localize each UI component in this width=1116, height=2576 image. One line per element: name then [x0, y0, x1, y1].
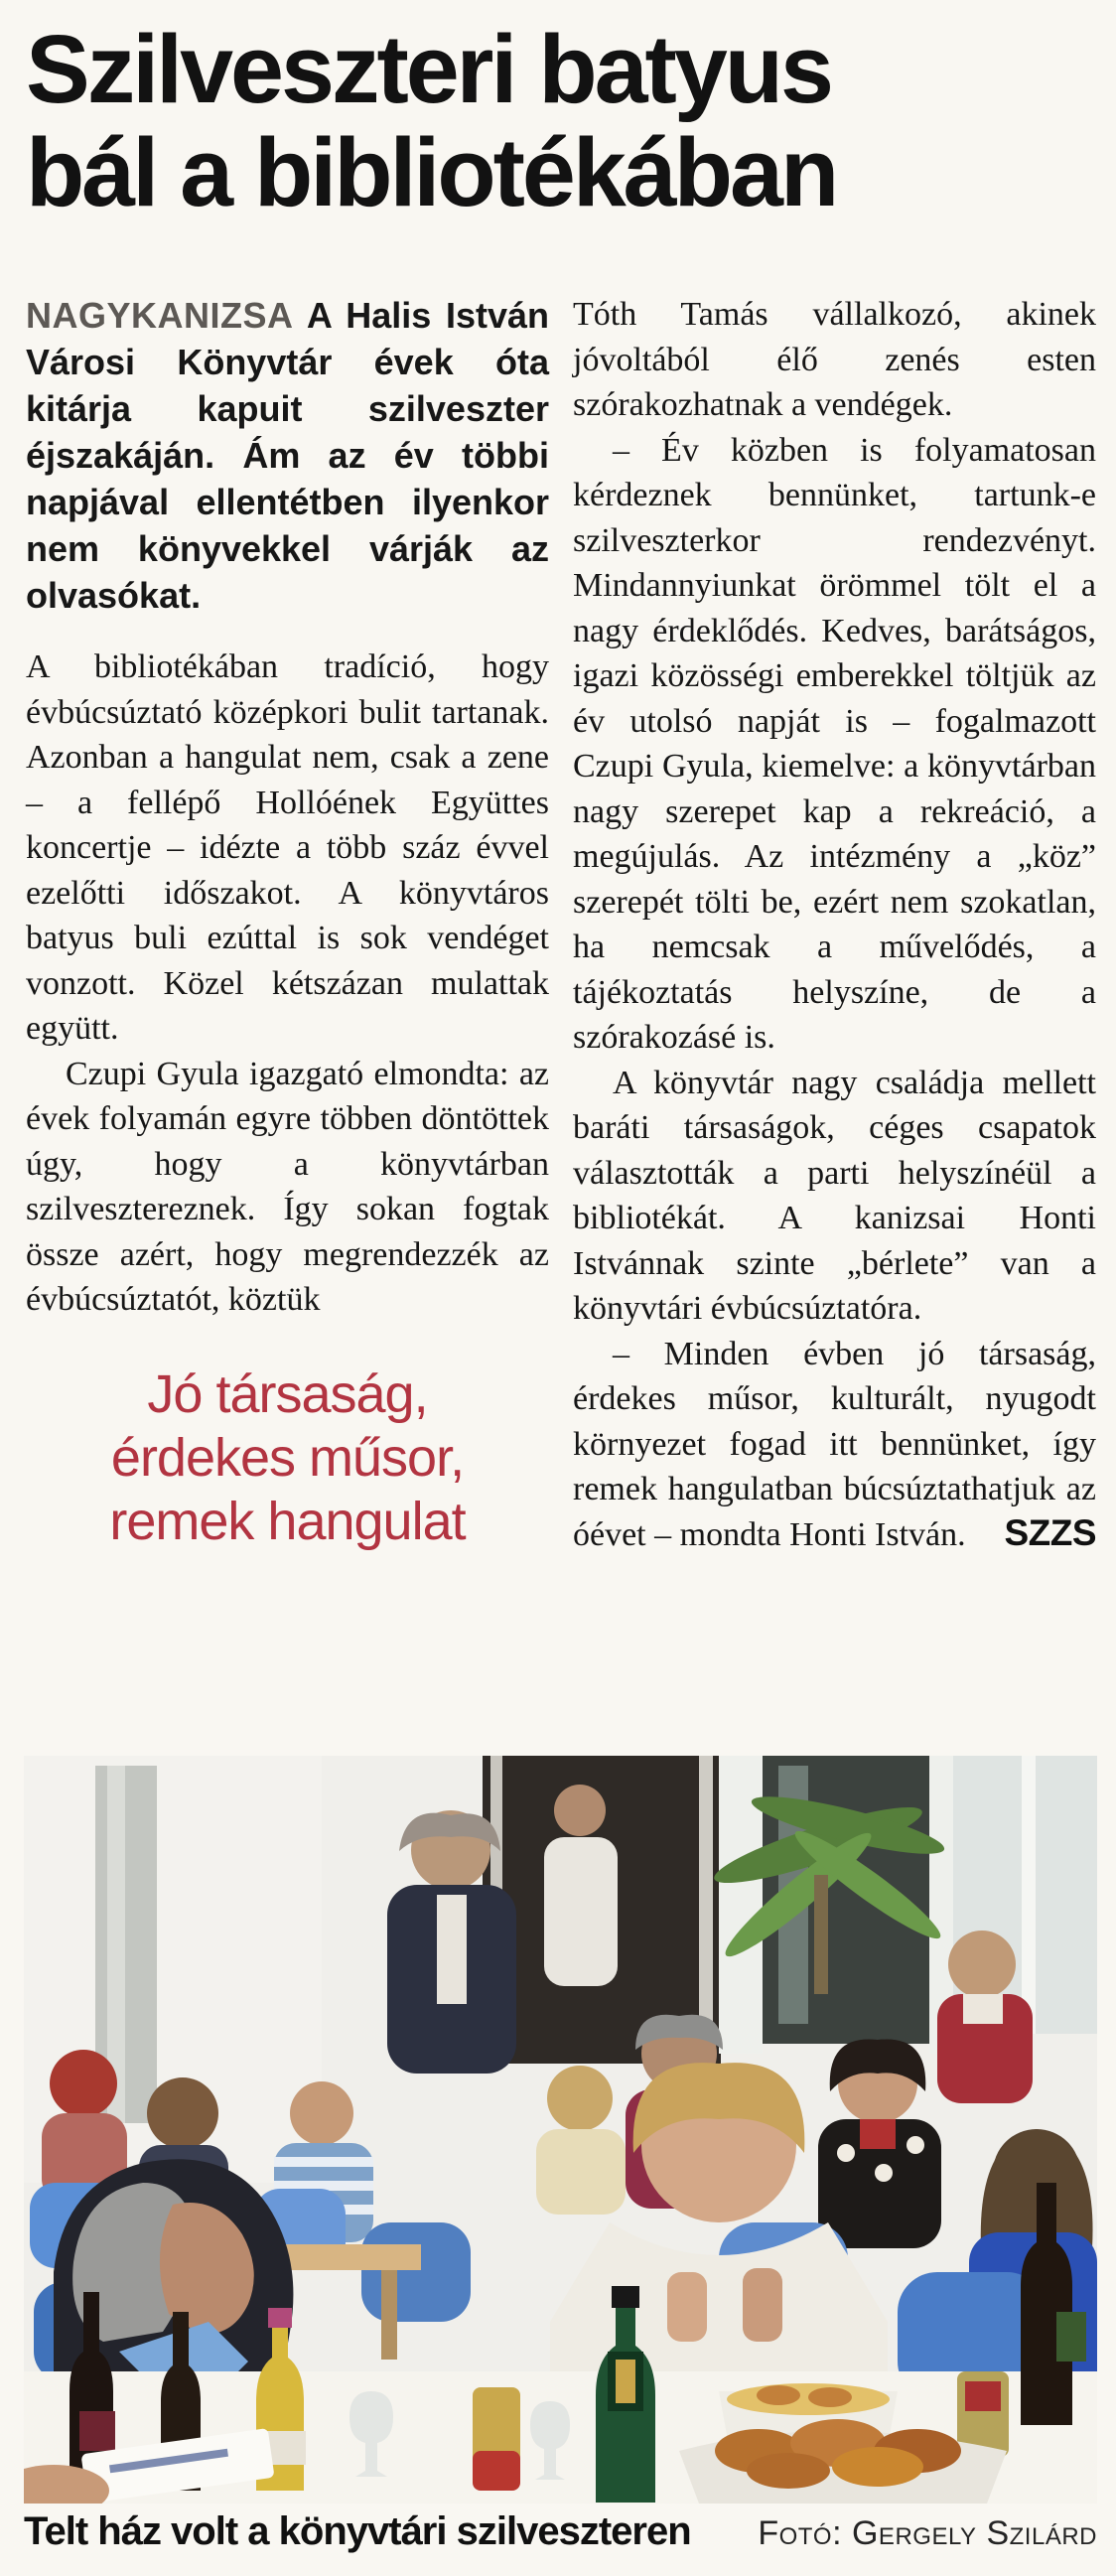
- author-initials: SZZS: [1004, 1512, 1096, 1553]
- pull-quote: [26, 1362, 549, 1553]
- body-paragraph: A bibliotékában tradíció, hogy évbúcsúztató középkori bulit tartanak. Azonban a hangulat nem, csak a zene – a fellépő Hollóének Együttes koncertje – idézte a több száz évvel ezelőtti időszakot. A könyvtáros batyus buli ezúttal is sok vendéget vonzott. Közel kétszázan mulattak együtt.: [26, 648, 549, 1047]
- party-photo-illustration: [24, 1756, 1097, 2504]
- left-column: [26, 292, 549, 1557]
- right-column: [573, 292, 1096, 1557]
- body-paragraph: Czupi Gyula igazgató elmondta: az évek folyamán egyre többen döntöttek úgy, hogy a könyvtárban szilvesztereznek. Így sokan fogtak össze azért, hogy megrendezzék az évbúcsúztatót, köztük: [26, 1055, 549, 1318]
- body-paragraph: – Év közben is folyamatosan kérdeznek bennünket, tartunk-e szilveszterkor rendezvényt. Mindannyiunkat örömmel tölt el a nagy érdeklődés. Kedves, barátságos, igazi közösségi emberekkel töltjük az év utolsó napját is – fogalmazott Czupi Gyula, kiemelve: a könyvtárban nagy szerepet kap a rekreáció, a megújulás. Az intézmény a „köz” szerepét tölti be, ezért nem szokatlan, ha nemcsak a művelődés, a tájékoztatás helyszíne, de a szórakozásé is.: [573, 431, 1096, 1056]
- body-paragraph: Tóth Tamás vállalkozó, akinek jóvoltából élő zenés esten szórakozhatnak a vendégek.: [573, 296, 1096, 423]
- headline-line-2: bál a bibliotékában: [26, 117, 837, 226]
- body-paragraph: – Minden évben jó társaság, érdekes műsor, kulturált, nyugodt környezet fogad itt bennünket, így remek hangulatban búcsúztathatjuk az óévet – mondta Honti István.: [573, 1335, 1096, 1553]
- location-tag: NAGYKANIZSA: [26, 295, 294, 336]
- dark-bob-woman: [818, 2039, 941, 2248]
- headline-line-1: Szilveszteri batyus: [26, 15, 831, 123]
- pull-quote-line: remek hangulat: [109, 1491, 466, 1551]
- party-photo: [24, 1756, 1097, 2504]
- body-paragraph: A könyvtár nagy családja mellett baráti társaságok, céges csapatok választották a parti helyszínéül a bibliotékát. A kanizsai Honti Istvánnak szinte „bérlete” van a könyvtári évbúcsúztatóra.: [573, 1064, 1096, 1327]
- photo-caption-bar: [24, 2509, 1097, 2554]
- article-columns: [26, 292, 1096, 1557]
- pull-quote-line: Jó társaság,: [147, 1363, 428, 1424]
- photo-caption: Telt ház volt a könyvtári szilveszteren: [24, 2509, 691, 2553]
- article-headline: [26, 15, 1098, 226]
- pull-quote-line: érdekes műsor,: [110, 1427, 465, 1488]
- lead-text: A Halis István Városi Könyvtár évek óta kitárja kapuit szilveszter éjszakáján. Ám az év többi napjával ellentétben ilyenkor nem könyvekkel várják az olvasókat.: [26, 295, 549, 616]
- lead-paragraph: [26, 292, 549, 619]
- photo-credit: Fotó: Gergely Szilárd: [758, 2514, 1097, 2552]
